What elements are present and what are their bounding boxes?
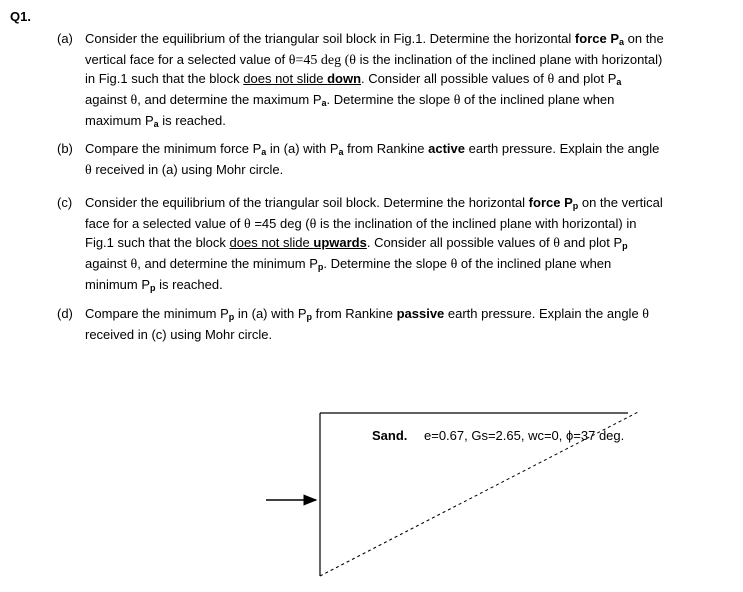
text-segment: received in (c) using Mohr circle. xyxy=(85,327,273,342)
text-segment: force P xyxy=(528,195,573,210)
text-segment: a xyxy=(321,98,327,108)
text-segment: on the vertical face for a selected value of xyxy=(85,195,663,231)
text-segment: θ xyxy=(450,257,458,272)
text-segment: =45 deg ( xyxy=(250,216,310,231)
text-segment: from Rankine xyxy=(312,306,397,321)
part-label: (b) xyxy=(57,141,73,156)
text-segment: against xyxy=(85,256,131,271)
question-number: Q1. xyxy=(10,9,31,24)
part-label: (d) xyxy=(57,306,73,321)
soil-name-label: Sand. xyxy=(372,428,408,443)
text-segment: p xyxy=(572,201,579,211)
text-segment: received in (a) using Mohr circle. xyxy=(91,162,284,177)
text-segment: p xyxy=(306,312,313,322)
text-segment: . Consider all possible values of xyxy=(361,71,548,86)
text-segment: down xyxy=(327,71,362,86)
text-segment: does not slide xyxy=(229,235,314,250)
text-segment: is reached. xyxy=(158,113,226,128)
text-segment: a xyxy=(616,77,622,87)
text-segment: is the inclination of the inclined plane with horizontal) in Fig.1 such that the block xyxy=(85,52,663,86)
text-segment: . Consider all possible values of xyxy=(366,235,554,250)
text-segment: p xyxy=(622,241,628,251)
text-segment: θ=45 deg (θ xyxy=(288,53,356,68)
text-segment: a xyxy=(153,119,159,129)
text-segment: . Determine the slope xyxy=(323,256,451,271)
text-segment: earth pressure. Explain the angle xyxy=(464,141,660,156)
text-segment: from Rankine xyxy=(343,141,429,156)
text-segment: , and determine the maximum P xyxy=(137,92,322,107)
soil-properties-label: e=0.67, Gs=2.65, wc=0, ϕ=37 deg. xyxy=(424,428,625,443)
text-segment: θ xyxy=(243,217,251,232)
text-segment: θ xyxy=(547,72,555,87)
text-segment: , and determine the minimum P xyxy=(137,256,318,271)
text-segment: θ xyxy=(309,217,317,232)
text-segment: passive xyxy=(396,306,445,321)
text-segment: Compare the minimum P xyxy=(85,306,229,321)
part-label: (a) xyxy=(57,31,73,46)
text-segment: p xyxy=(317,262,324,272)
text-segment: is reached. xyxy=(155,277,223,292)
text-segment: θ xyxy=(130,257,138,272)
text-segment: in (a) with P xyxy=(234,306,307,321)
text-segment: earth pressure. Explain the angle xyxy=(444,306,643,321)
text-segment: force P xyxy=(574,31,619,46)
text-segment: against xyxy=(85,92,131,107)
text-segment: Consider the equilibrium of the triangular soil block in Fig.1. Determine the horizontal xyxy=(85,31,575,46)
text-segment: and plot P xyxy=(554,71,617,86)
text-segment: on the vertical face for a selected value of xyxy=(85,31,664,67)
text-segment: . Determine the slope xyxy=(326,92,454,107)
text-segment: of the inclined plane when maximum P xyxy=(85,92,615,128)
text-segment: θ xyxy=(130,93,138,108)
text-segment: active xyxy=(428,141,465,156)
text-segment: a xyxy=(619,37,625,47)
text-segment: θ xyxy=(453,93,461,108)
text-segment: Consider the equilibrium of the triangular soil block. Determine the horizontal xyxy=(85,195,529,210)
text-segment: Compare the minimum force P xyxy=(85,141,262,156)
text-segment: p xyxy=(228,312,235,322)
text-segment: θ xyxy=(85,163,92,178)
text-segment: θ xyxy=(642,307,650,322)
text-segment: upwards xyxy=(313,235,367,250)
text-segment: and plot P xyxy=(560,235,623,250)
text-segment: θ xyxy=(553,236,560,251)
part-label: (c) xyxy=(57,195,73,210)
text-segment: in (a) with P xyxy=(266,141,339,156)
text-segment: p xyxy=(150,283,156,293)
text-segment: a xyxy=(261,147,267,157)
text-segment: a xyxy=(338,147,344,157)
text-segment: does not slide xyxy=(243,71,328,86)
text-segment: is the inclination of the inclined plane with horizontal) in Fig.1 such that the block xyxy=(85,216,637,250)
text-segment: of the inclined plane when minimum P xyxy=(85,256,612,292)
